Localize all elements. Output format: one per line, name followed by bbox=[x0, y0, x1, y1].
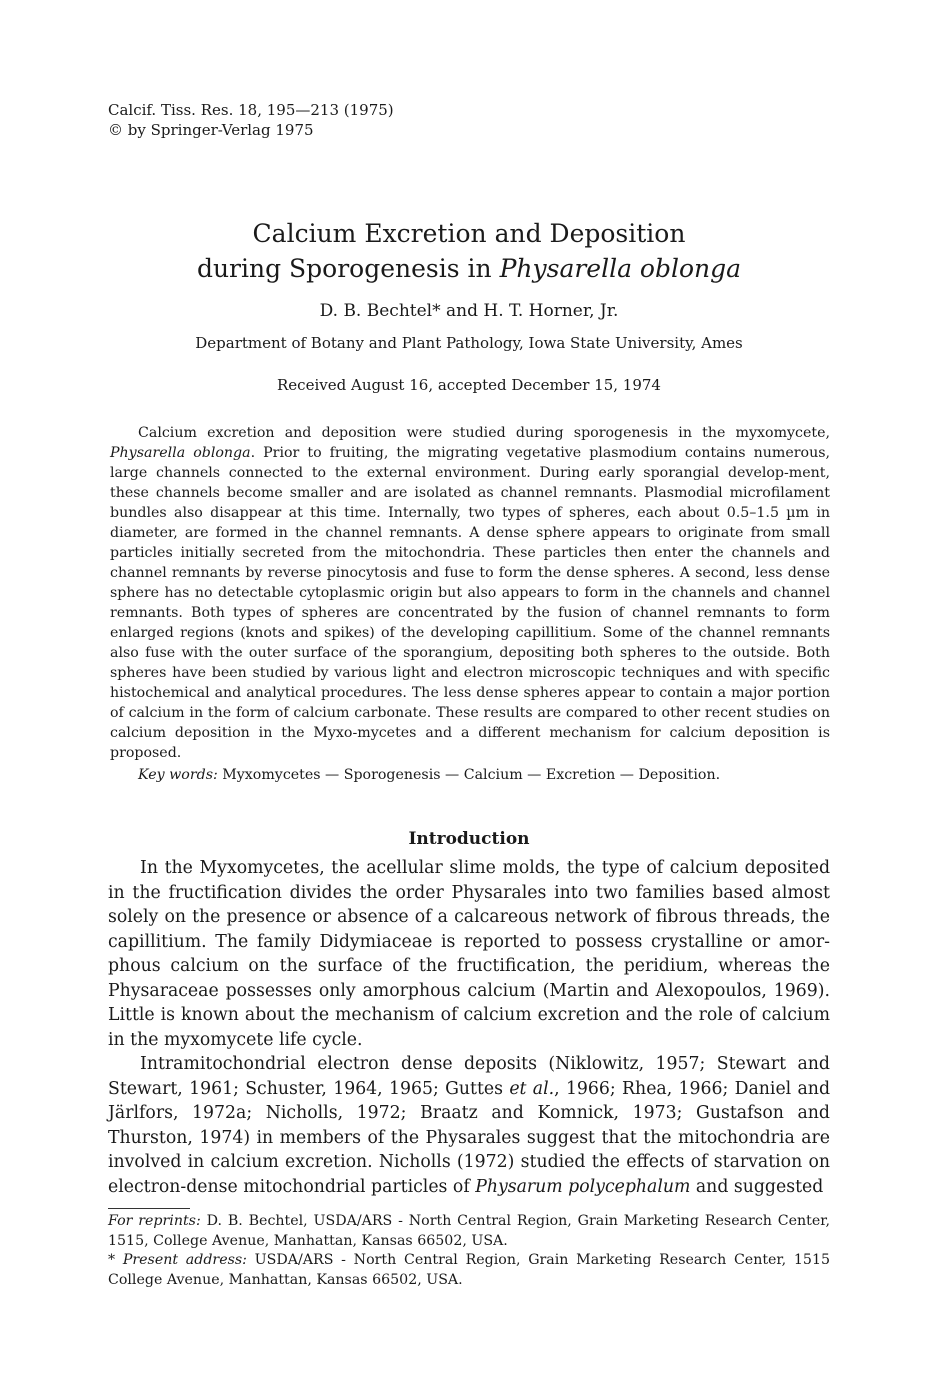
title-prefix: during Sporogenesis in bbox=[196, 254, 500, 283]
para2-species: Physarum polycephalum bbox=[475, 1176, 691, 1197]
title-species: Physarella oblonga bbox=[499, 254, 742, 283]
para2-etal: et al. bbox=[509, 1078, 555, 1099]
para2-part-a: Intramitochondrial electron dense deposits (Niklowitz, 1957; Stewart and Stewart, 1961; Schuster, 1964, 1965; Guttes bbox=[108, 1054, 830, 1099]
abstract-part-1: Calcium excretion and deposition were studied during sporogenesis in the myxomycete, bbox=[138, 425, 830, 441]
paper-title-line-2 bbox=[0, 252, 938, 286]
intro-paragraph-2 bbox=[108, 1052, 830, 1199]
reprints-text: D. B. Bechtel, USDA/ARS - North Central Region, Grain Marketing Research Center, 1515, College Avenue, Manhattan, Kansas 66502, USA. bbox=[108, 1213, 830, 1249]
present-address-text: USDA/ARS - North Central Region, Grain Marketing Research Center, 1515 College Avenue, Manhattan, Kansas 66502, USA. bbox=[108, 1252, 830, 1288]
reprints-label: For reprints: bbox=[108, 1213, 201, 1229]
reprints-footnote bbox=[108, 1212, 830, 1251]
received-dates: Received August 16, accepted December 15, 1974 bbox=[277, 376, 661, 394]
affiliation: Department of Botany and Plant Pathology, Iowa State University, Ames bbox=[195, 334, 743, 352]
footnotes bbox=[108, 1212, 830, 1290]
keywords-label: Key words: bbox=[138, 767, 218, 783]
present-address-label: * Present address: bbox=[108, 1252, 247, 1268]
intro-paragraph-1: In the Myxomycetes, the acellular slime molds, the type of calcium deposited in the fructification divides the order Physarales into two families based almost solely on the presence or absence of a calcareous network of fibrous threads, the capillitium. The family Didymiaceae is reported to possess crystalline or amor-phous calcium on the surface of the fructification, the peridium, whereas the Physaraceae possesses only amorphous calcium (Martin and Alexopoulos, 1969). Little is known about the mechanism of calcium excretion and the role of calcium in the myxomycete life cycle. bbox=[108, 858, 830, 1050]
para2-part-c: and suggested bbox=[690, 1176, 824, 1197]
footnote-divider bbox=[108, 1208, 190, 1209]
abstract-species: Physarella oblonga bbox=[110, 445, 251, 461]
abstract bbox=[110, 423, 830, 785]
present-address-footnote bbox=[108, 1251, 830, 1290]
journal-header bbox=[108, 100, 394, 140]
introduction-body bbox=[108, 856, 830, 1199]
para2-part-b: , 1966; Rhea, 1966; Daniel and Järlfors, 1972a; Nicholls, 1972; Braatz and Komnick, 1973; Gustafson and Thurston, 1974) in members of the Physarales suggest that the mitochondria are involved in calcium excretion. Nicholls (1972) studied the effects of starvation on electron-dense mitochondrial particles of bbox=[108, 1078, 831, 1197]
abstract-part-2: . Prior to fruiting, the migrating vegetative plasmodium contains numerous, large channels connected to the external environment. During early sporangial develop-ment, these channels become smaller and are isolated as channel remnants. Plasmodial microfilament bundles also disappear at this time. Internally, two types of spheres, each about 0.5–1.5 µm in diameter, are formed in the channel remnants. A dense sphere appears to originate from small particles initially secreted from the mitochondria. These particles then enter the channels and channel remnants by reverse pinocytosis and fuse to form the dense spheres. A second, less dense sphere has no detectable cytoplasmic origin but also appears to form in the channels and channel remnants. Both types of spheres are concentrated by the fusion of channel remnants to form enlarged regions (knots and spikes) of the developing capillitium. Some of the channel remnants also fuse with the outer surface of the sporangium, depositing both spheres to the outside. Both spheres have been studied by various light and electron microscopic techniques and with specific histochemical and analytical procedures. The less dense spheres appear to contain a major portion of calcium in the form of calcium carbonate. These results are compared to other recent studies on calcium deposition in the Myxo-mycetes and a different mechanism for calcium deposition is proposed. bbox=[110, 445, 830, 761]
paper-title-line-1: Calcium Excretion and Deposition bbox=[252, 219, 686, 248]
authors: D. B. Bechtel* and H. T. Horner, Jr. bbox=[319, 301, 619, 321]
introduction-heading: Introduction bbox=[408, 829, 530, 849]
keywords bbox=[110, 765, 830, 785]
copyright-line: © by Springer-Verlag 1975 bbox=[108, 121, 314, 139]
keywords-list: Myxomycetes — Sporogenesis — Calcium — Excretion — Deposition. bbox=[222, 767, 721, 783]
journal-citation: Calcif. Tiss. Res. 18, 195—213 (1975) bbox=[108, 101, 394, 119]
abstract-text bbox=[110, 423, 830, 763]
